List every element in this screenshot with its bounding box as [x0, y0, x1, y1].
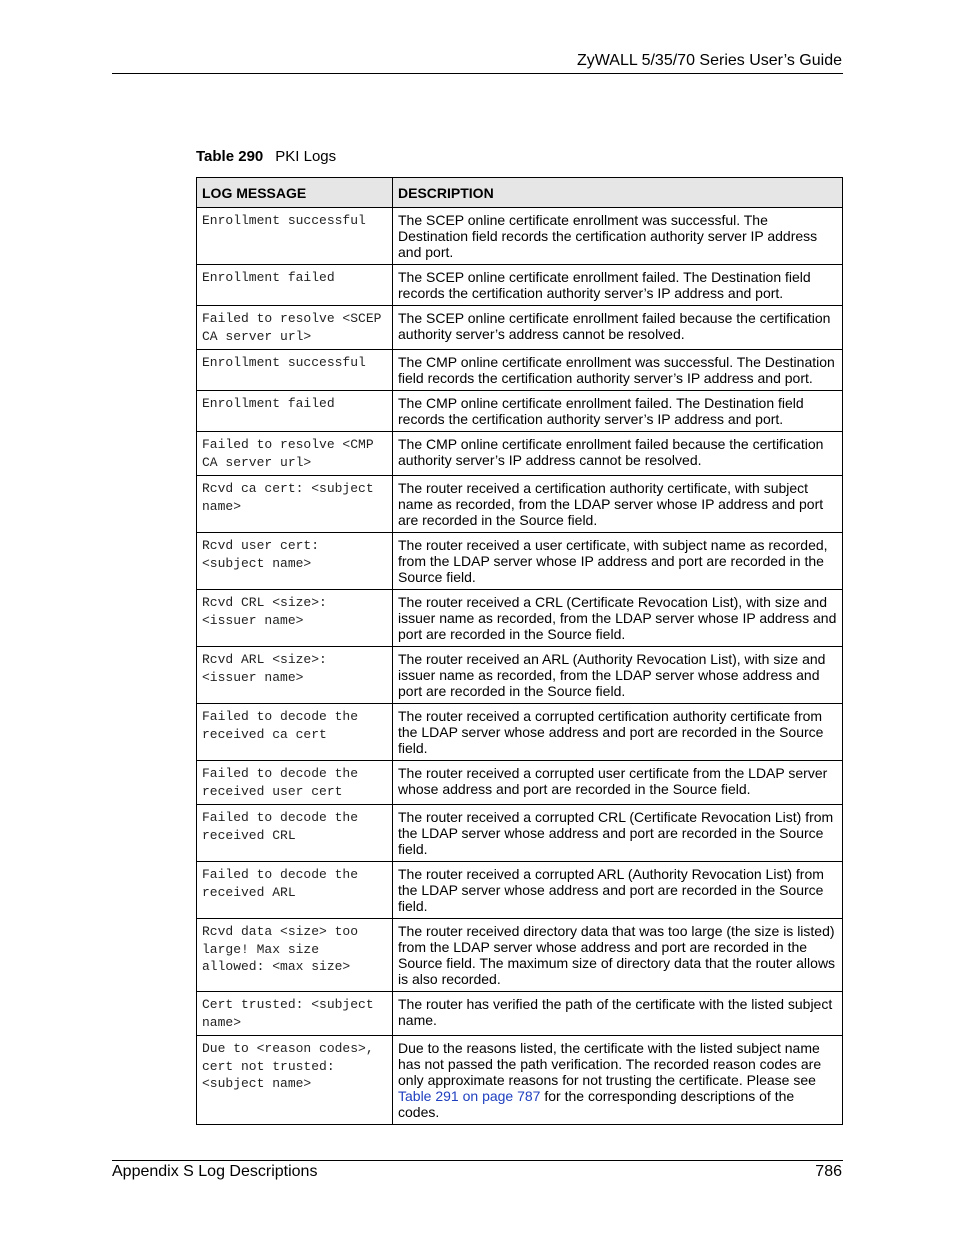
table-header-row	[197, 178, 843, 208]
description-text: for the corresponding descriptions of the codes.	[398, 1088, 795, 1120]
log-description: The router received a CRL (Certificate Revocation List), with size and issuer name as recorded, from the LDAP server whose IP address and port are recorded in the Source field.	[393, 590, 843, 647]
log-description: The router received a corrupted user certificate from the LDAP server whose address and port are recorded in the Source field.	[393, 761, 843, 805]
log-description: The router has verified the path of the certificate with the listed subject name.	[393, 992, 843, 1036]
table-row	[197, 704, 843, 761]
log-message: Failed to decode the received ca cert	[197, 704, 393, 761]
log-description: The SCEP online certificate enrollment failed. The Destination field records the certification authority server’s IP address and port.	[393, 265, 843, 306]
table-row	[197, 350, 843, 391]
log-description	[393, 1036, 843, 1125]
table-row	[197, 647, 843, 704]
table-body	[197, 208, 843, 1125]
description-text: Due to the reasons listed, the certificate with the listed subject name has not passed the path verification. The recorded reason codes are only approximate reasons for not trusting the certificate. Please see	[398, 1040, 822, 1088]
table-row	[197, 391, 843, 432]
table-row	[197, 992, 843, 1036]
log-description: The router received an ARL (Authority Revocation List), with size and issuer name as recorded, from the LDAP server whose address and port are recorded in the Source field.	[393, 647, 843, 704]
log-description: The CMP online certificate enrollment failed. The Destination field records the certification authority server’s IP address and port.	[393, 391, 843, 432]
log-message: Due to <reason codes>, cert not trusted: <subject name>	[197, 1036, 393, 1125]
cross-reference-link[interactable]: Table 291 on page 787	[398, 1088, 541, 1104]
table-row	[197, 432, 843, 476]
log-description: The router received a corrupted CRL (Certificate Revocation List) from the LDAP server whose address and port are recorded in the Source field.	[393, 805, 843, 862]
log-description: The router received directory data that was too large (the size is listed) from the LDAP server whose address and port are recorded in the Source field. The maximum size of directory data that the router allows is also recorded.	[393, 919, 843, 992]
log-message: Rcvd ARL <size>: <issuer name>	[197, 647, 393, 704]
log-message: Rcvd data <size> too large! Max size allowed: <max size>	[197, 919, 393, 992]
log-description: The CMP online certificate enrollment failed because the certification authority server’s IP address cannot be resolved.	[393, 432, 843, 476]
table-row	[197, 1036, 843, 1125]
table-row	[197, 590, 843, 647]
log-message: Rcvd user cert: <subject name>	[197, 533, 393, 590]
table-row	[197, 265, 843, 306]
log-message: Rcvd ca cert: <subject name>	[197, 476, 393, 533]
running-header: ZyWALL 5/35/70 Series User’s Guide	[576, 52, 842, 69]
log-description: The router received a corrupted certification authority certificate from the LDAP server whose address and port are recorded in the Source field.	[393, 704, 843, 761]
log-message: Enrollment failed	[197, 391, 393, 432]
table-row	[197, 862, 843, 919]
table-number: Table 290	[196, 148, 264, 165]
table-row	[197, 761, 843, 805]
log-message: Cert trusted: <subject name>	[197, 992, 393, 1036]
log-description: The router received a corrupted ARL (Authority Revocation List) from the LDAP server whose address and port are recorded in the Source field.	[393, 862, 843, 919]
table-row	[197, 476, 843, 533]
table-caption	[196, 148, 336, 166]
table-row	[197, 208, 843, 265]
log-description: The router received a certification authority certificate, with subject name as recorded, from the LDAP server whose IP address and port are recorded in the Source field.	[393, 476, 843, 533]
table-row	[197, 805, 843, 862]
log-description: The CMP online certificate enrollment was successful. The Destination field records the certification authority server’s IP address and port.	[393, 350, 843, 391]
log-message: Failed to decode the received CRL	[197, 805, 393, 862]
log-message: Failed to resolve <CMP CA server url>	[197, 432, 393, 476]
column-header-log-message: LOG MESSAGE	[197, 178, 393, 208]
log-message: Failed to decode the received user cert	[197, 761, 393, 805]
log-message: Enrollment successful	[197, 208, 393, 265]
log-description: The router received a user certificate, with subject name as recorded, from the LDAP server whose IP address and port are recorded in the Source field.	[393, 533, 843, 590]
table-row	[197, 533, 843, 590]
table-title: PKI Logs	[275, 148, 337, 165]
log-message: Failed to resolve <SCEP CA server url>	[197, 306, 393, 350]
pki-logs-table	[196, 177, 843, 1125]
header-rule	[112, 73, 843, 74]
column-header-description: DESCRIPTION	[393, 178, 843, 208]
footer-rule	[112, 1160, 843, 1161]
log-message: Enrollment failed	[197, 265, 393, 306]
footer-section: Appendix S Log Descriptions	[112, 1163, 318, 1180]
table-row	[197, 919, 843, 992]
log-description: The SCEP online certificate enrollment was successful. The Destination field records the certification authority server IP address and port.	[393, 208, 843, 265]
log-description: The SCEP online certificate enrollment failed because the certification authority server’s address cannot be resolved.	[393, 306, 843, 350]
log-message: Enrollment successful	[197, 350, 393, 391]
table-row	[197, 306, 843, 350]
log-message: Failed to decode the received ARL	[197, 862, 393, 919]
page-number: 786	[815, 1163, 842, 1180]
log-message: Rcvd CRL <size>: <issuer name>	[197, 590, 393, 647]
